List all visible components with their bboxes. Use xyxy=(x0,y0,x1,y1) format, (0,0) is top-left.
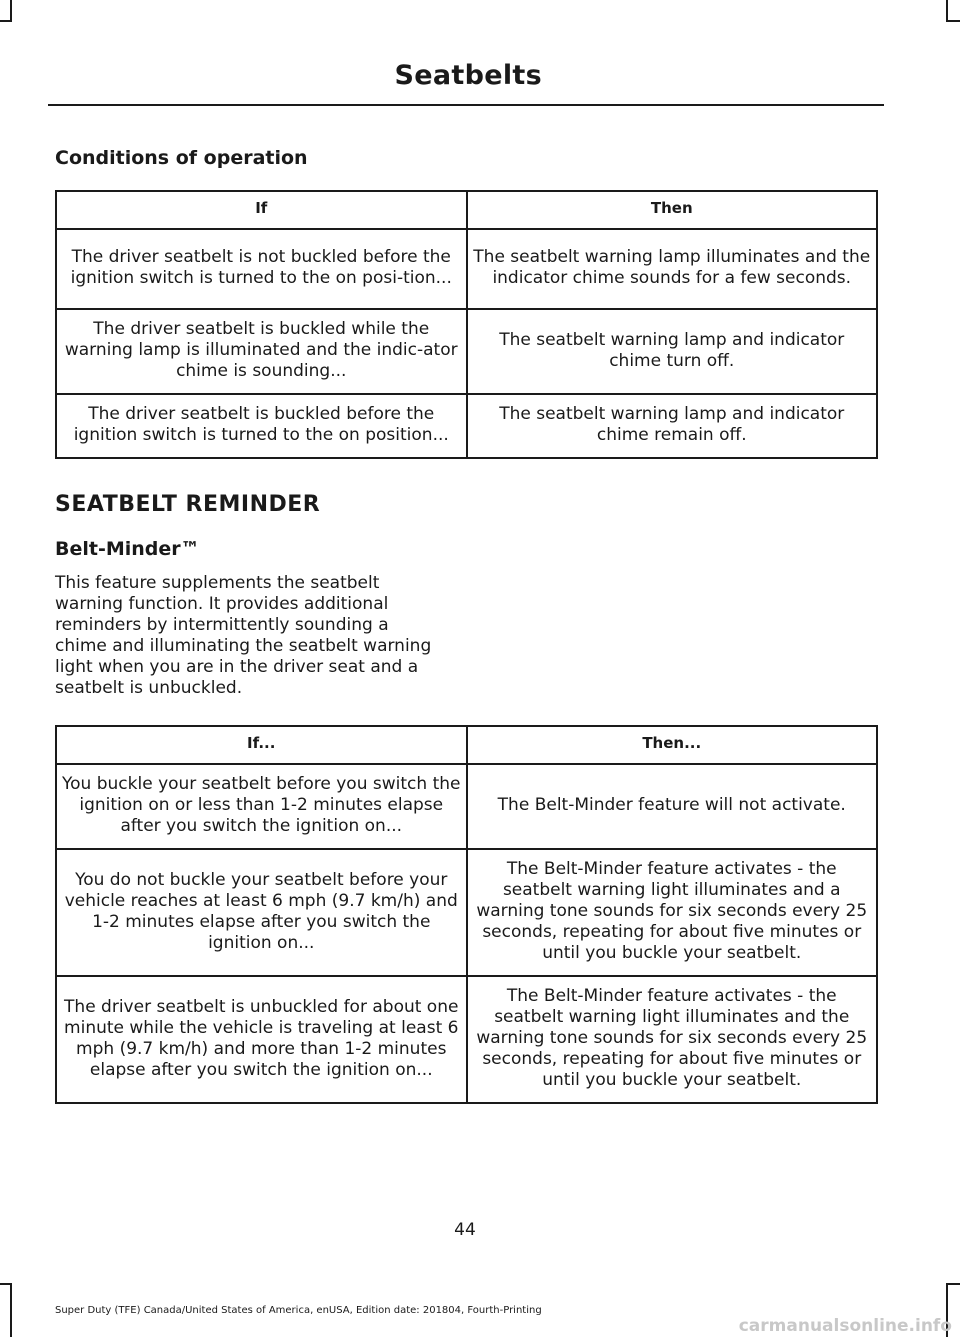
table-cell: The driver seatbelt is unbuckled for about one minute while the vehicle is traveling at least 6 mph (9.7 km/h) and more than 1-2 minutes elapse after you switch the ignition on... xyxy=(56,976,467,1103)
crop-mark-top-left-v xyxy=(10,0,12,22)
page-number: 44 xyxy=(454,1220,476,1240)
column-header-then: Then xyxy=(467,191,878,229)
table-cell: You do not buckle your seatbelt before your vehicle reaches at least 6 mph (9.7 km/h) and 1-2 minutes elapse after you switch the ignition on... xyxy=(56,849,467,976)
table-cell: The Belt-Minder feature activates - the seatbelt warning light illuminates and a warning tone sounds for six seconds every 25 seconds, repeating for about five minutes or until you buckle your seatbelt. xyxy=(467,849,878,976)
column-header-then: Then... xyxy=(467,726,878,764)
table-cell: The driver seatbelt is buckled before the ignition switch is turned to the on position... xyxy=(56,394,467,458)
crop-mark-top-left-h xyxy=(0,20,12,22)
crop-mark-bottom-right-h xyxy=(946,1283,960,1285)
table-row xyxy=(56,849,877,976)
table-cell: You buckle your seatbelt before you switch the ignition on or less than 1-2 minutes elapse after you switch the ignition on... xyxy=(56,764,467,849)
table-cell: The seatbelt warning lamp illuminates and the indicator chime sounds for a few seconds. xyxy=(467,229,878,309)
belt-minder-description: This feature supplements the seatbelt warning function. It provides additional reminders by intermittently sounding a chime and illuminating the seatbelt warning light when you are in the driver seat and a seatbelt is unbuckled. xyxy=(55,573,432,698)
column-header-if: If xyxy=(56,191,467,229)
crop-mark-top-right-h xyxy=(946,20,960,22)
table-row xyxy=(56,229,877,309)
column-header-if: If... xyxy=(56,726,467,764)
crop-mark-top-right-v xyxy=(946,0,948,22)
table-row xyxy=(56,309,877,394)
conditions-table xyxy=(55,190,878,459)
table-row xyxy=(56,764,877,849)
conditions-heading: Conditions of operation xyxy=(55,147,308,169)
table-cell: The driver seatbelt is not buckled before the ignition switch is turned to the on posi-tion... xyxy=(56,229,467,309)
belt-minder-heading: Belt-Minder™ xyxy=(55,538,200,560)
table-header-row xyxy=(56,726,877,764)
table-cell: The seatbelt warning lamp and indicator chime remain off. xyxy=(467,394,878,458)
table-row xyxy=(56,394,877,458)
table-cell: The Belt-Minder feature activates - the seatbelt warning light illuminates and the warning tone sounds for six seconds every 25 seconds, repeating for about five minutes or until you buckle your seatbelt. xyxy=(467,976,878,1103)
table-cell: The driver seatbelt is buckled while the warning lamp is illuminated and the indic-ator chime is sounding... xyxy=(56,309,467,394)
edition-footer: Super Duty (TFE) Canada/United States of America, enUSA, Edition date: 201804, Fourth-Printing xyxy=(55,1305,542,1316)
crop-mark-bottom-left-h xyxy=(0,1283,12,1285)
table-row xyxy=(56,976,877,1103)
site-watermark: carmanualsonline.info xyxy=(738,1316,952,1336)
table-cell: The Belt-Minder feature will not activate. xyxy=(467,764,878,849)
belt-minder-table xyxy=(55,725,878,1104)
section-heading-seatbelt-reminder: SEATBELT REMINDER xyxy=(55,492,321,517)
page-header-title: Seatbelts xyxy=(394,60,542,91)
header-divider xyxy=(48,104,884,106)
table-cell: The seatbelt warning lamp and indicator chime turn off. xyxy=(467,309,878,394)
table-header-row xyxy=(56,191,877,229)
crop-mark-bottom-left-v xyxy=(10,1283,12,1337)
